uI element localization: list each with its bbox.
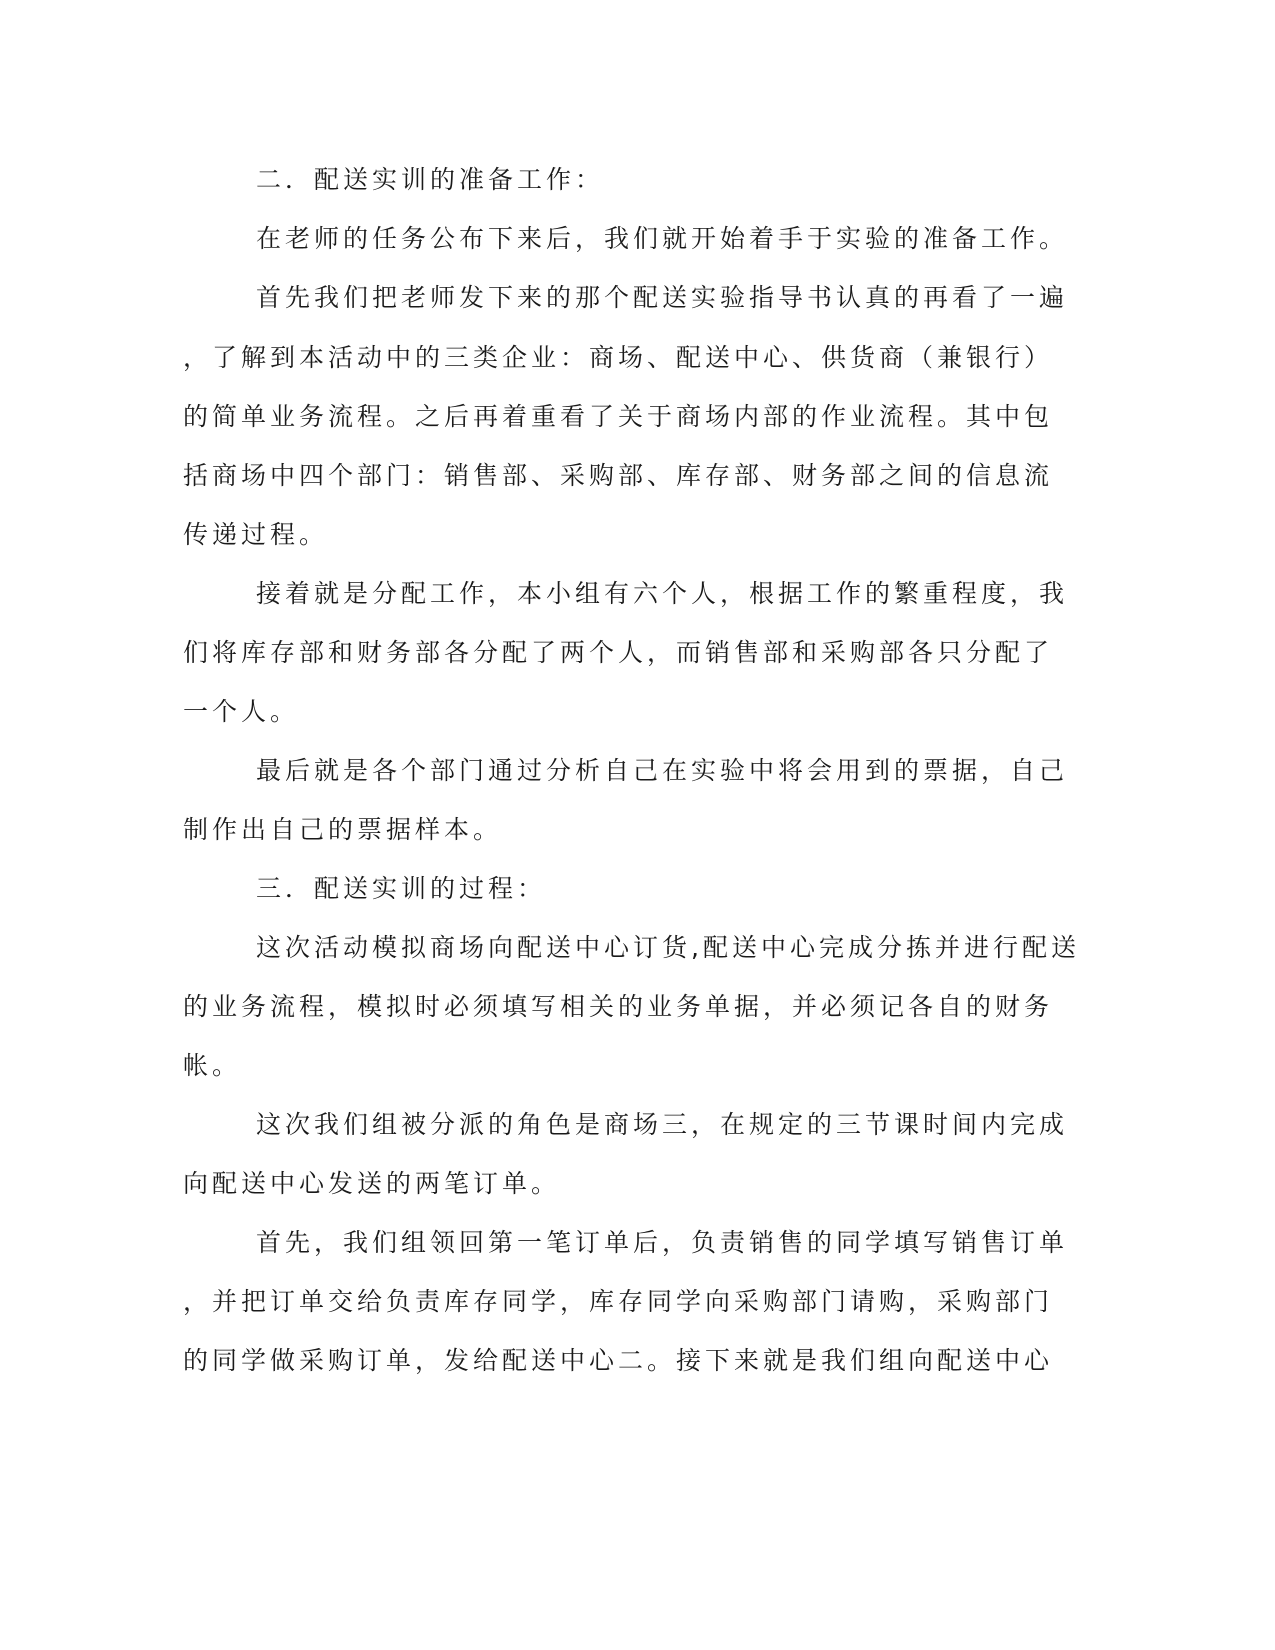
paragraph-line: 首先我们把老师发下来的那个配送实验指导书认真的再看了一遍	[256, 283, 1069, 312]
paragraph-line: 们将库存部和财务部各分配了两个人，而销售部和采购部各只分配了	[183, 638, 1054, 667]
paragraph-line: 的同学做采购订单，发给配送中心二。接下来就是我们组向配送中心	[183, 1346, 1054, 1375]
section-heading-process: 三．配送实训的过程：	[256, 874, 547, 903]
paragraph-line: 接着就是分配工作，本小组有六个人，根据工作的繁重程度，我	[256, 579, 1069, 608]
paragraph-line: 向配送中心发送的两笔订单。	[183, 1169, 561, 1198]
paragraph-line: 帐。	[183, 1051, 242, 1080]
paragraph-line: ，并把订单交给负责库存同学，库存同学向采购部门请购，采购部门	[183, 1287, 1054, 1316]
paragraph-line: 括商场中四个部门：销售部、采购部、库存部、财务部之间的信息流	[183, 461, 1054, 490]
paragraph-line: 在老师的任务公布下来后，我们就开始着手于实验的准备工作。	[256, 224, 1069, 253]
paragraph-line: 制作出自己的票据样本。	[183, 815, 503, 844]
paragraph-line: 的业务流程，模拟时必须填写相关的业务单据，并必须记各自的财务	[183, 992, 1054, 1021]
paragraph-line: 一个人。	[183, 697, 300, 726]
paragraph-line: ，了解到本活动中的三类企业：商场、配送中心、供货商（兼银行）	[183, 343, 1054, 372]
paragraph-line: 首先，我们组领回第一笔订单后，负责销售的同学填写销售订单	[256, 1228, 1069, 1257]
section-heading-preparation: 二．配送实训的准备工作：	[256, 165, 605, 194]
paragraph-line: 最后就是各个部门通过分析自己在实验中将会用到的票据，自己	[256, 756, 1069, 785]
paragraph-line: 这次我们组被分派的角色是商场三，在规定的三节课时间内完成	[256, 1110, 1069, 1139]
paragraph-line: 的简单业务流程。之后再着重看了关于商场内部的作业流程。其中包	[183, 402, 1054, 431]
paragraph-line: 传递过程。	[183, 520, 329, 549]
paragraph-line: 这次活动模拟商场向配送中心订货,配送中心完成分拣并进行配送	[256, 933, 1080, 962]
